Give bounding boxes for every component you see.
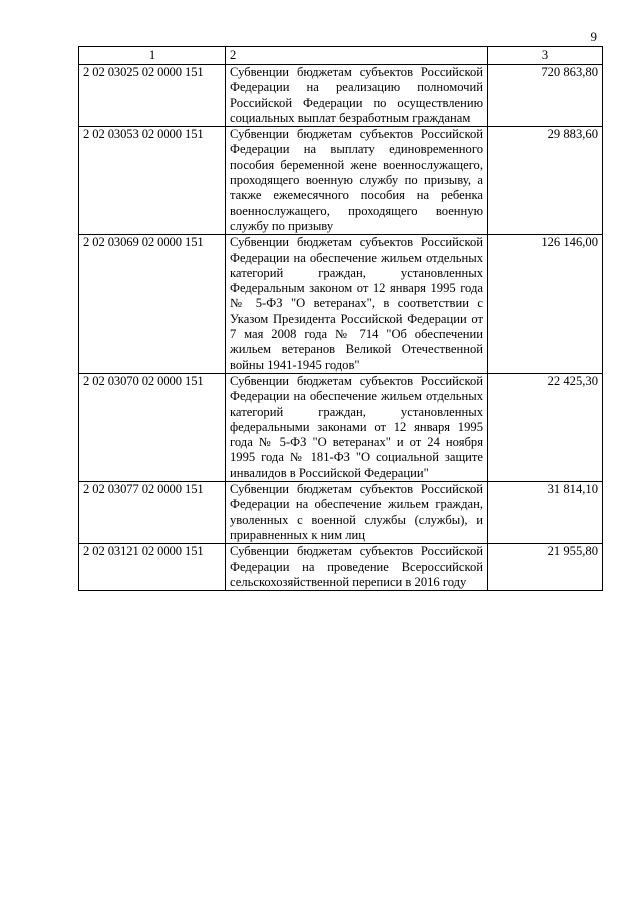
- item-amount: 22 425,30: [488, 373, 603, 481]
- table-row: [79, 127, 603, 235]
- item-amount: 720 863,80: [488, 65, 603, 127]
- item-description: Субвенции бюджетам субъектов Российской Федерации на выплату единовременного пособия беременной жене военнослужащего, проходящего военную службу по призыву, а также ежемесячного пособия на ребенка военнослужащего, проходящего военную службу по призыву: [226, 127, 488, 235]
- table-row: [79, 65, 603, 127]
- item-description: Субвенции бюджетам субъектов Российской Федерации на обеспечение жильем отдельных категорий граждан, установленных Федеральным законом от 12 января 1995 года № 5-ФЗ "О ветеранах", в соответствии с Указом Президента Российской Федерации от 7 мая 2008 года № 714 "Об обеспечении жильем ветеранов Великой Отечественной войны 1941-1945 годов": [226, 235, 488, 374]
- budget-table: [78, 46, 603, 591]
- budget-code: 2 02 03053 02 0000 151: [79, 127, 226, 235]
- header-column-3: 3: [488, 47, 603, 65]
- item-description: Субвенции бюджетам субъектов Российской Федерации на реализацию полномочий Российской Федерации по осуществлению социальных выплат безработным гражданам: [226, 65, 488, 127]
- header-column-1: 1: [79, 47, 226, 65]
- header-column-2: 2: [226, 47, 488, 65]
- item-description: Субвенции бюджетам субъектов Российской Федерации на обеспечение жильем граждан, уволенных с военной службы (службы), и приравненных к ним лиц: [226, 482, 488, 544]
- item-amount: 31 814,10: [488, 482, 603, 544]
- budget-code: 2 02 03025 02 0000 151: [79, 65, 226, 127]
- budget-code: 2 02 03077 02 0000 151: [79, 482, 226, 544]
- table-row: [79, 373, 603, 481]
- budget-code: 2 02 03069 02 0000 151: [79, 235, 226, 374]
- table-row: [79, 235, 603, 374]
- item-amount: 21 955,80: [488, 544, 603, 591]
- budget-code: 2 02 03070 02 0000 151: [79, 373, 226, 481]
- table-row: [79, 482, 603, 544]
- item-description: Субвенции бюджетам субъектов Российской Федерации на проведение Всероссийской сельскохозяйственной переписи в 2016 году: [226, 544, 488, 591]
- page-number: 9: [590, 29, 597, 44]
- header-row: [79, 47, 603, 65]
- budget-code: 2 02 03121 02 0000 151: [79, 544, 226, 591]
- table-row: [79, 544, 603, 591]
- table-header: [79, 47, 603, 65]
- item-description: Субвенции бюджетам субъектов Российской Федерации на обеспечение жильем отдельных категорий граждан, установленных федеральными законами от 12 января 1995 года № 5-ФЗ "О ветеранах" и от 24 ноября 1995 года № 181-ФЗ "О социальной защите инвалидов в Российской Федерации": [226, 373, 488, 481]
- table-body: [79, 65, 603, 591]
- item-amount: 126 146,00: [488, 235, 603, 374]
- item-amount: 29 883,60: [488, 127, 603, 235]
